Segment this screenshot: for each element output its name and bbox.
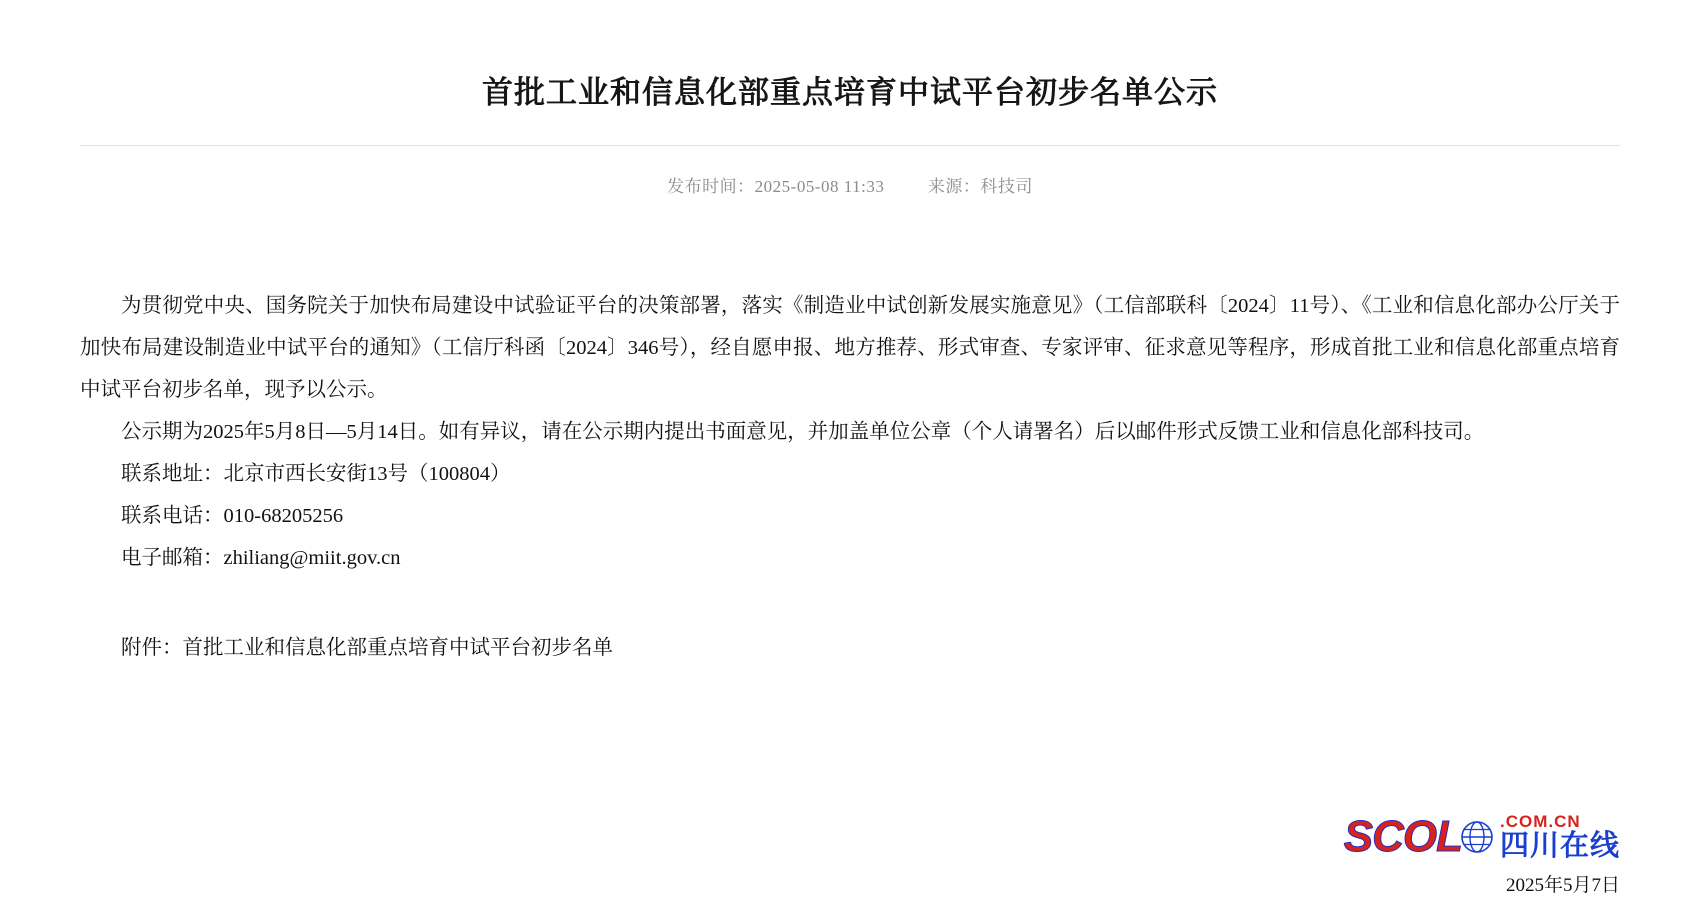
publish-time-label: 发布时间：	[667, 176, 755, 196]
watermark-right-block	[1500, 813, 1620, 861]
document-page	[0, 21, 1700, 919]
page-title: 首批工业和信息化部重点培育中试平台初步名单公示	[482, 74, 1218, 110]
body-paragraph: 公示期为2025年5月8日—5月14日。如有异议，请在公示期内提出书面意见，并加盖单位公章（个人请署名）后以邮件形式反馈工业和信息化部科技司。	[121, 420, 1485, 443]
watermark-chinese-text: 四川在线	[1499, 829, 1620, 862]
attachment-block	[80, 627, 1620, 669]
publish-time-value: 2025-05-08 11:33	[754, 176, 885, 196]
site-watermark	[1344, 808, 1620, 866]
document-meta	[80, 146, 1620, 197]
attachment-link[interactable]: 附件：首批工业和信息化部重点培育中试平台初步名单	[121, 637, 613, 660]
document-footer	[1344, 808, 1620, 897]
globe-icon	[1460, 820, 1494, 854]
watermark-scol-text: SCOL	[1343, 811, 1462, 861]
source-value: 科技司	[980, 176, 1033, 196]
document-body	[80, 197, 1620, 669]
document-date: 2025年5月7日	[1505, 874, 1620, 896]
contact-email: 电子邮箱：zhiliang@miit.gov.cn	[121, 547, 401, 570]
body-paragraph: 为贯彻党中央、国务院关于加快布局建设中试验证平台的决策部署，落实《制造业中试创新发展实施意见》（工信部联科〔2024〕11号）、《工业和信息化部办公厅关于加快布局建设制造业中试平台的通知》（工信厅科函〔2024〕346号），经自愿申报、地方推荐、形式审查、专家评审、征求意见等程序，形成首批工业和信息化部重点培育中试平台初步名单，现予以公示。	[80, 294, 1620, 401]
contact-address: 联系地址：北京市西长安街13号（100804）	[121, 462, 511, 485]
watermark-domain-text: .COM.CN	[1499, 811, 1581, 831]
source-label: 来源：	[927, 176, 981, 196]
contact-phone: 联系电话：010-68205256	[121, 505, 344, 527]
